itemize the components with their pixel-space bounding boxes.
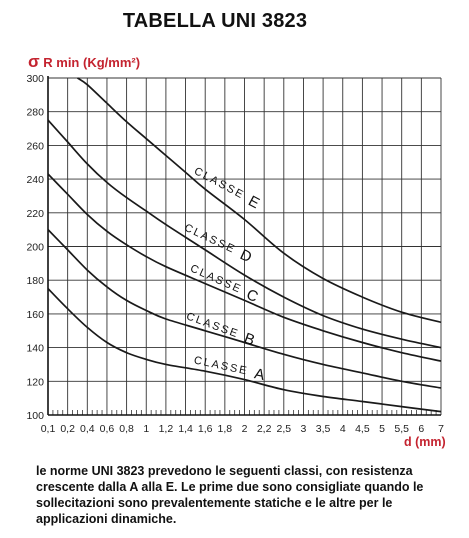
series-label-word: CLASSE <box>188 262 244 297</box>
series-label-classe-c <box>187 261 261 306</box>
x-tick-label: 1,8 <box>217 423 233 435</box>
y-axis-unit: R min (Kg/mm²) <box>43 55 141 70</box>
series-label-word: CLASSE <box>191 165 247 202</box>
x-tick-label: 0,4 <box>79 423 95 435</box>
series-label-letter: A <box>252 365 267 385</box>
x-tick-label: 4 <box>339 423 346 435</box>
x-tick-label: 1,4 <box>178 423 193 435</box>
y-tick-label: 300 <box>26 73 44 85</box>
series-label-word: CLASSE <box>184 310 241 341</box>
series-label-classe-a <box>192 352 266 384</box>
y-tick-label: 120 <box>26 376 44 389</box>
chart-title: TABELLA UNI 3823 <box>122 10 308 32</box>
series-label-classe-d <box>181 220 254 266</box>
sigma-symbol: σ <box>28 52 40 71</box>
x-tick-label: 5,5 <box>394 423 410 435</box>
y-tick-label: 180 <box>26 275 44 288</box>
x-tick-label: 1 <box>143 423 150 435</box>
series-label-letter: B <box>241 329 258 350</box>
caption-text: le norme UNI 3823 prevedono le seguenti classi, con resistenza crescente dalla A alla E. Le prime due sono consigliate quando le sollecitazioni sono prevalentemente statiche e le altre per le applicazioni dinamiche. <box>36 464 424 526</box>
x-tick-label: 1,2 <box>158 423 174 435</box>
x-tick-label: 2,2 <box>256 423 272 435</box>
y-tick-label: 220 <box>26 207 44 220</box>
x-tick-label: 1,6 <box>197 423 213 435</box>
series-label-word: CLASSE <box>182 221 238 257</box>
series-label-classe-b <box>184 309 257 350</box>
series-label-letter: C <box>243 285 261 306</box>
x-tick-label: 0,6 <box>99 423 115 435</box>
x-tick-label: 0,8 <box>119 423 134 435</box>
y-tick-label: 280 <box>26 106 44 119</box>
x-axis-label: d (mm) <box>404 435 446 449</box>
y-tick-label: 160 <box>26 308 44 321</box>
x-tick-label: 3,5 <box>315 423 331 435</box>
y-tick-label: 100 <box>26 410 44 422</box>
y-tick-label: 140 <box>26 342 44 355</box>
x-tick-label: 4,5 <box>355 423 370 435</box>
series-label-letter: D <box>237 246 255 267</box>
y-tick-label: 240 <box>26 174 44 187</box>
x-tick-label: 7 <box>438 423 444 435</box>
x-tick-label: 6 <box>418 423 425 435</box>
x-tick-label: 5 <box>379 423 385 435</box>
x-tick-label: 2 <box>241 423 248 435</box>
y-tick-label: 200 <box>26 241 44 254</box>
x-tick-label: 0,2 <box>60 423 75 435</box>
series-label-letter: E <box>245 192 263 213</box>
series-label-word: CLASSE <box>192 354 250 378</box>
x-tick-label: 3 <box>300 423 307 435</box>
x-tick-label: 2,5 <box>276 423 292 435</box>
x-tick-label: 0,1 <box>40 423 56 435</box>
y-tick-label: 260 <box>26 140 44 153</box>
